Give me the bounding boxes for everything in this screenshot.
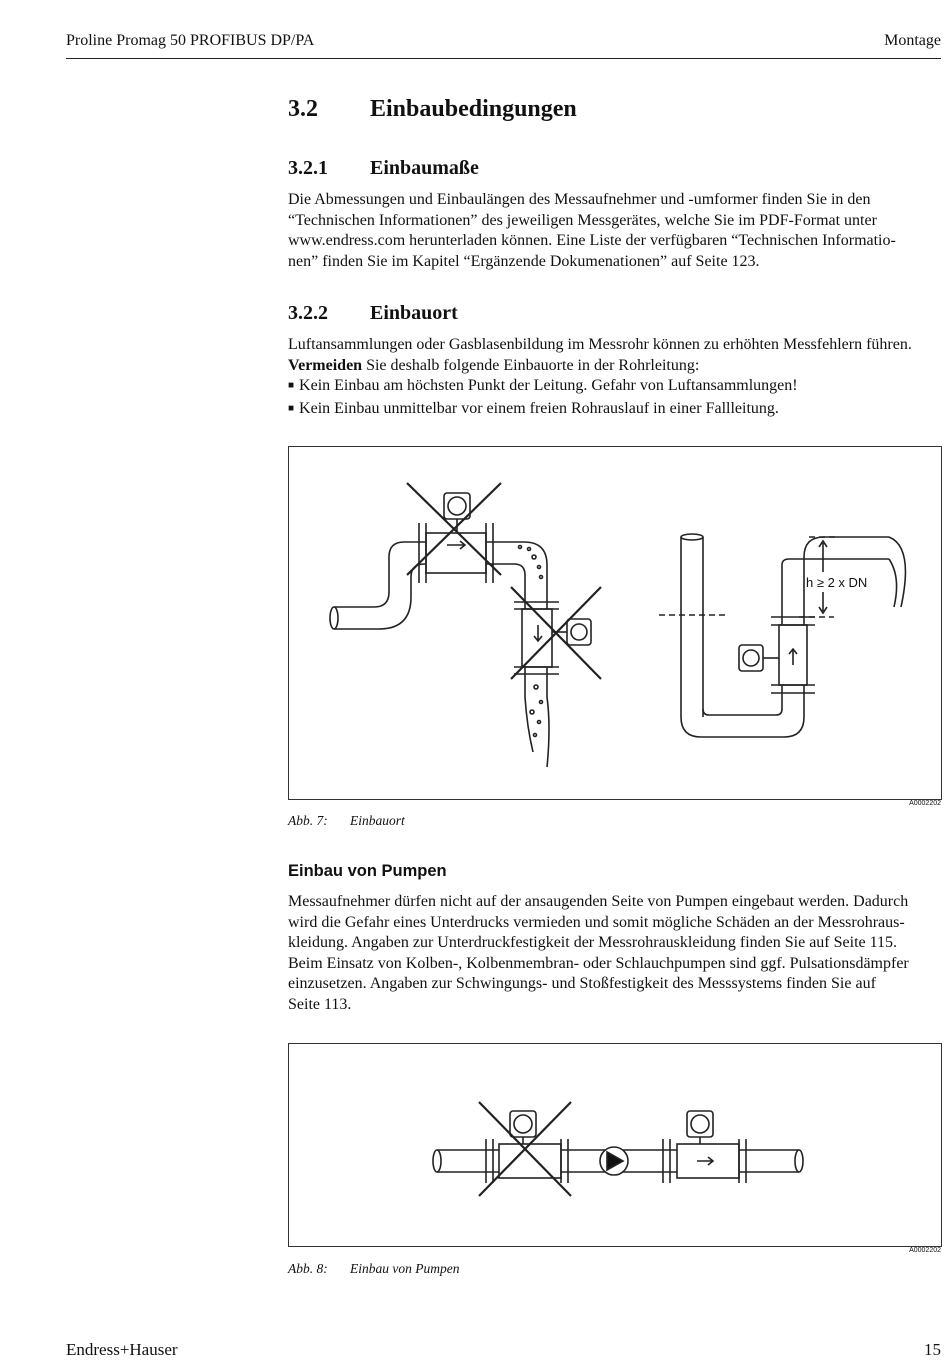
einbauort-paragraph bbox=[288, 335, 912, 421]
paragraph-line: einzusetzen. Angaben zur Schwingungs- und Stoßfestigkeit des Messsystems finden Sie auf bbox=[288, 975, 876, 993]
caption-label: Abb. 7: bbox=[288, 813, 328, 828]
subsection-heading-einbauort bbox=[288, 302, 458, 325]
paragraph-line: Die Abmessungen und Einbaulängen des Messaufnehmer und -umformer finden Sie in den bbox=[288, 191, 871, 208]
paragraph-line: Luftansammlungen oder Gasblasenbildung im Messrohr können zu erhöhten Messfehlern führen. bbox=[288, 336, 912, 353]
figure-id: A0002202 bbox=[909, 1247, 941, 1254]
footer-brand: Endress+Hauser bbox=[66, 1340, 178, 1359]
header-section: Montage bbox=[884, 32, 941, 49]
paragraph-line: Messaufnehmer dürfen nicht auf der ansaugenden Seite von Pumpen eingebaut werden. Dadurch bbox=[288, 893, 909, 910]
pumps-paragraph bbox=[288, 892, 909, 1016]
paragraph-line: Sie deshalb folgende Einbauorte in der Rohrleitung: bbox=[362, 356, 700, 374]
falling-water bbox=[525, 697, 549, 767]
section-number: 3.2 bbox=[288, 96, 318, 122]
subsection-title: Einbaumaße bbox=[370, 157, 479, 179]
paragraph-line: Seite 113. bbox=[288, 995, 352, 1013]
page-number: 15 bbox=[924, 1340, 941, 1359]
subsection-number: 3.2.2 bbox=[288, 302, 328, 324]
subsection-heading-einbaumasse bbox=[288, 157, 479, 180]
subsection-title: Einbauort bbox=[370, 302, 458, 324]
figure-einbauort bbox=[288, 446, 942, 800]
figure-caption bbox=[288, 1261, 459, 1277]
header-title: Proline Promag 50 PROFIBUS DP/PA bbox=[66, 32, 315, 49]
bullet-item: ■ Kein Einbau unmittelbar vor einem freien Rohrauslauf in einer Fallleitung. bbox=[288, 400, 779, 417]
paragraph-line: nen” finden Sie im Kapitel “Ergänzende Dokumenationen” auf Seite 123. bbox=[288, 252, 760, 270]
pipe-end bbox=[330, 607, 338, 629]
paragraph-line: www.endress.com herunterladen können. Eine Liste der verfügbaren “Technischen Informatio- bbox=[288, 232, 896, 250]
paragraph-line: “Technischen Informationen” des jeweiligen Messgerätes, welche Sie im PDF-Format unter bbox=[288, 211, 877, 229]
bullet-item: ■ Kein Einbau am höchsten Punkt der Leitung. Gefahr von Luftansammlungen! bbox=[288, 377, 798, 394]
dimension-label: h ≥ 2 x DN bbox=[806, 575, 868, 590]
figure-einbau-pumpen bbox=[288, 1043, 942, 1247]
emphasis: Vermeiden bbox=[288, 356, 363, 374]
subsection-number: 3.2.1 bbox=[288, 157, 328, 179]
pumpen-drawing bbox=[289, 1044, 941, 1246]
pumps-heading: Einbau von Pumpen bbox=[288, 862, 447, 880]
caption-text: Einbau von Pumpen bbox=[350, 1261, 460, 1276]
paragraph-line: kleidung. Angaben zur Unterdruckfestigkeit der Messrohrauskleidung finden Sie auf Seite 115. bbox=[288, 934, 898, 952]
section-heading bbox=[288, 96, 577, 123]
caption-label: Abb. 8: bbox=[288, 1261, 328, 1276]
section-title: Einbaubedingungen bbox=[370, 96, 577, 122]
paragraph-line: Beim Einsatz von Kolben-, Kolbenmembran- oder Schlauchpumpen sind ggf. Pulsationsdämpfer bbox=[288, 954, 909, 972]
einbaumasse-paragraph bbox=[288, 190, 896, 272]
header-rule bbox=[66, 58, 941, 59]
figure-caption bbox=[288, 813, 405, 829]
einbauort-drawing bbox=[289, 447, 941, 799]
figure-id: A0002202 bbox=[909, 800, 941, 807]
caption-text: Einbauort bbox=[350, 813, 405, 828]
paragraph-line: wird die Gefahr eines Unterdrucks vermieden und somit mögliche Schäden an der Messrohraus- bbox=[288, 913, 905, 931]
